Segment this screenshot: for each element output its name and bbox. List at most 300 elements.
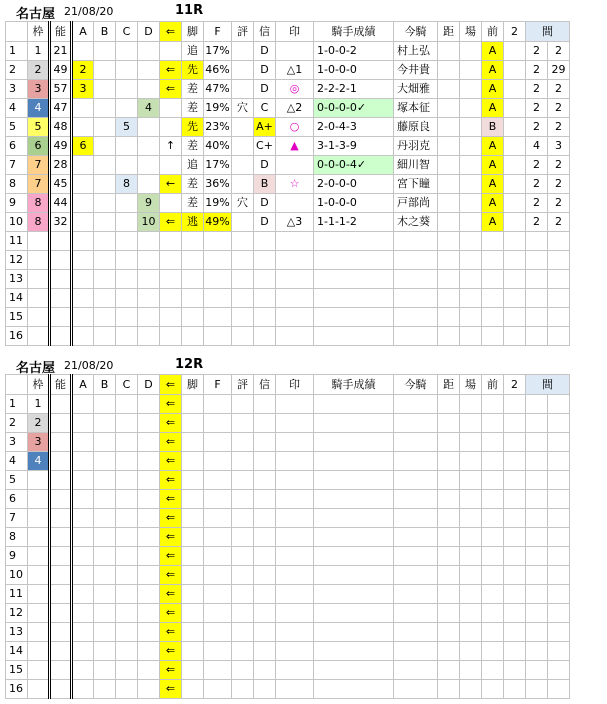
mae-cell[interactable] bbox=[482, 490, 504, 509]
kyori-cell[interactable] bbox=[438, 471, 460, 490]
d-cell[interactable] bbox=[138, 547, 160, 566]
kyori-cell[interactable] bbox=[438, 452, 460, 471]
shirushi-cell[interactable] bbox=[276, 395, 314, 414]
kishu-cell[interactable] bbox=[314, 395, 394, 414]
ba-cell[interactable] bbox=[460, 99, 482, 118]
shirushi-cell[interactable] bbox=[276, 433, 314, 452]
n2-cell[interactable] bbox=[504, 137, 526, 156]
n2-cell[interactable] bbox=[504, 327, 526, 346]
shin-cell[interactable] bbox=[254, 251, 276, 270]
arrow-cell[interactable]: ⇐ bbox=[160, 471, 182, 490]
kan2-cell[interactable]: 2 bbox=[548, 118, 570, 137]
hyo-cell[interactable] bbox=[232, 175, 254, 194]
kan2-cell[interactable]: 2 bbox=[548, 99, 570, 118]
ba-cell[interactable] bbox=[460, 156, 482, 175]
d-cell[interactable] bbox=[138, 80, 160, 99]
mae-cell[interactable] bbox=[482, 232, 504, 251]
n2-cell[interactable] bbox=[504, 585, 526, 604]
c-cell[interactable] bbox=[116, 80, 138, 99]
mae-cell[interactable] bbox=[482, 680, 504, 699]
b-cell[interactable] bbox=[94, 61, 116, 80]
kan1-cell[interactable]: 2 bbox=[526, 156, 548, 175]
c-cell[interactable] bbox=[116, 213, 138, 232]
kishu-cell[interactable]: 1-0-0-0 bbox=[314, 61, 394, 80]
kan1-cell[interactable]: 2 bbox=[526, 118, 548, 137]
waku-cell[interactable]: 7 bbox=[28, 156, 50, 175]
f-cell[interactable]: 47% bbox=[204, 80, 232, 99]
f-cell[interactable] bbox=[204, 395, 232, 414]
kyori-cell[interactable] bbox=[438, 528, 460, 547]
d-cell[interactable] bbox=[138, 604, 160, 623]
ba-cell[interactable] bbox=[460, 232, 482, 251]
shin-cell[interactable]: B bbox=[254, 175, 276, 194]
d-cell[interactable] bbox=[138, 395, 160, 414]
kan2-cell[interactable]: 2 bbox=[548, 213, 570, 232]
nou-cell[interactable] bbox=[50, 251, 72, 270]
arrow-cell[interactable]: ⇐ bbox=[160, 452, 182, 471]
a-cell[interactable] bbox=[72, 680, 94, 699]
kishu-cell[interactable] bbox=[314, 509, 394, 528]
konki-cell[interactable]: 村上弘 bbox=[394, 42, 438, 61]
d-cell[interactable] bbox=[138, 471, 160, 490]
waku-cell[interactable]: 8 bbox=[28, 213, 50, 232]
hyo-cell[interactable] bbox=[232, 213, 254, 232]
shirushi-cell[interactable] bbox=[276, 642, 314, 661]
kyori-cell[interactable] bbox=[438, 680, 460, 699]
d-cell[interactable] bbox=[138, 308, 160, 327]
f-cell[interactable] bbox=[204, 566, 232, 585]
shin-cell[interactable] bbox=[254, 232, 276, 251]
shin-cell[interactable] bbox=[254, 327, 276, 346]
mae-cell[interactable] bbox=[482, 251, 504, 270]
arrow-cell[interactable]: ⇐ bbox=[160, 395, 182, 414]
b-cell[interactable] bbox=[94, 42, 116, 61]
n2-cell[interactable] bbox=[504, 509, 526, 528]
b-cell[interactable] bbox=[94, 452, 116, 471]
shirushi-cell[interactable] bbox=[276, 289, 314, 308]
hyo-cell[interactable] bbox=[232, 566, 254, 585]
hyo-cell[interactable] bbox=[232, 452, 254, 471]
d-cell[interactable] bbox=[138, 270, 160, 289]
kan1-cell[interactable] bbox=[526, 623, 548, 642]
kishu-cell[interactable]: 3-1-3-9 bbox=[314, 137, 394, 156]
ba-cell[interactable] bbox=[460, 175, 482, 194]
kishu-cell[interactable] bbox=[314, 490, 394, 509]
shirushi-cell[interactable] bbox=[276, 680, 314, 699]
d-cell[interactable] bbox=[138, 61, 160, 80]
hyo-cell[interactable] bbox=[232, 680, 254, 699]
shirushi-cell[interactable] bbox=[276, 604, 314, 623]
kyaku-cell[interactable]: 差 bbox=[182, 99, 204, 118]
kyori-cell[interactable] bbox=[438, 232, 460, 251]
shirushi-cell[interactable]: △3 bbox=[276, 213, 314, 232]
f-cell[interactable] bbox=[204, 642, 232, 661]
ba-cell[interactable] bbox=[460, 194, 482, 213]
kishu-cell[interactable] bbox=[314, 528, 394, 547]
ba-cell[interactable] bbox=[460, 118, 482, 137]
d-cell[interactable] bbox=[138, 566, 160, 585]
kishu-cell[interactable] bbox=[314, 414, 394, 433]
ba-cell[interactable] bbox=[460, 585, 482, 604]
shin-cell[interactable] bbox=[254, 566, 276, 585]
kyaku-cell[interactable] bbox=[182, 490, 204, 509]
arrow-cell[interactable] bbox=[160, 99, 182, 118]
waku-cell[interactable] bbox=[28, 661, 50, 680]
kan1-cell[interactable] bbox=[526, 642, 548, 661]
ba-cell[interactable] bbox=[460, 42, 482, 61]
hyo-cell[interactable] bbox=[232, 604, 254, 623]
n2-cell[interactable] bbox=[504, 156, 526, 175]
c-cell[interactable] bbox=[116, 327, 138, 346]
d-cell[interactable] bbox=[138, 137, 160, 156]
arrow-cell[interactable] bbox=[160, 194, 182, 213]
a-cell[interactable] bbox=[72, 452, 94, 471]
waku-cell[interactable] bbox=[28, 680, 50, 699]
n2-cell[interactable] bbox=[504, 642, 526, 661]
hyo-cell[interactable] bbox=[232, 289, 254, 308]
hyo-cell[interactable] bbox=[232, 308, 254, 327]
kyori-cell[interactable] bbox=[438, 327, 460, 346]
c-cell[interactable] bbox=[116, 395, 138, 414]
shin-cell[interactable] bbox=[254, 623, 276, 642]
arrow-cell[interactable]: ← bbox=[160, 175, 182, 194]
kan1-cell[interactable] bbox=[526, 414, 548, 433]
waku-cell[interactable]: 6 bbox=[28, 137, 50, 156]
kyori-cell[interactable] bbox=[438, 414, 460, 433]
waku-cell[interactable] bbox=[28, 270, 50, 289]
d-cell[interactable] bbox=[138, 414, 160, 433]
f-cell[interactable]: 17% bbox=[204, 156, 232, 175]
shin-cell[interactable] bbox=[254, 547, 276, 566]
b-cell[interactable] bbox=[94, 156, 116, 175]
n2-cell[interactable] bbox=[504, 433, 526, 452]
kishu-cell[interactable] bbox=[314, 452, 394, 471]
kan2-cell[interactable] bbox=[548, 251, 570, 270]
ba-cell[interactable] bbox=[460, 80, 482, 99]
kan2-cell[interactable]: 29 bbox=[548, 61, 570, 80]
kyaku-cell[interactable] bbox=[182, 414, 204, 433]
arrow-cell[interactable]: ⇐ bbox=[160, 661, 182, 680]
c-cell[interactable] bbox=[116, 194, 138, 213]
nou-cell[interactable] bbox=[50, 661, 72, 680]
hyo-cell[interactable]: 穴 bbox=[232, 194, 254, 213]
n2-cell[interactable] bbox=[504, 604, 526, 623]
n2-cell[interactable] bbox=[504, 547, 526, 566]
waku-cell[interactable] bbox=[28, 528, 50, 547]
kan1-cell[interactable]: 2 bbox=[526, 61, 548, 80]
kyaku-cell[interactable] bbox=[182, 547, 204, 566]
n2-cell[interactable] bbox=[504, 661, 526, 680]
n2-cell[interactable] bbox=[504, 289, 526, 308]
mae-cell[interactable]: A bbox=[482, 175, 504, 194]
kyori-cell[interactable] bbox=[438, 213, 460, 232]
shin-cell[interactable] bbox=[254, 270, 276, 289]
a-cell[interactable] bbox=[72, 395, 94, 414]
c-cell[interactable] bbox=[116, 585, 138, 604]
nou-cell[interactable] bbox=[50, 490, 72, 509]
kishu-cell[interactable] bbox=[314, 251, 394, 270]
waku-cell[interactable] bbox=[28, 289, 50, 308]
kyori-cell[interactable] bbox=[438, 509, 460, 528]
kyori-cell[interactable] bbox=[438, 490, 460, 509]
kan1-cell[interactable] bbox=[526, 433, 548, 452]
d-cell[interactable] bbox=[138, 528, 160, 547]
b-cell[interactable] bbox=[94, 471, 116, 490]
a-cell[interactable] bbox=[72, 528, 94, 547]
arrow-cell[interactable] bbox=[160, 289, 182, 308]
hyo-cell[interactable] bbox=[232, 270, 254, 289]
mae-cell[interactable] bbox=[482, 414, 504, 433]
b-cell[interactable] bbox=[94, 604, 116, 623]
konki-cell[interactable] bbox=[394, 547, 438, 566]
ba-cell[interactable] bbox=[460, 547, 482, 566]
n2-cell[interactable] bbox=[504, 175, 526, 194]
ba-cell[interactable] bbox=[460, 604, 482, 623]
b-cell[interactable] bbox=[94, 623, 116, 642]
kyori-cell[interactable] bbox=[438, 395, 460, 414]
shirushi-cell[interactable]: △1 bbox=[276, 61, 314, 80]
ba-cell[interactable] bbox=[460, 61, 482, 80]
konki-cell[interactable] bbox=[394, 289, 438, 308]
shirushi-cell[interactable]: ▲ bbox=[276, 137, 314, 156]
f-cell[interactable] bbox=[204, 585, 232, 604]
f-cell[interactable] bbox=[204, 327, 232, 346]
kyori-cell[interactable] bbox=[438, 433, 460, 452]
c-cell[interactable] bbox=[116, 99, 138, 118]
arrow-cell[interactable]: ⇐ bbox=[160, 585, 182, 604]
kan1-cell[interactable] bbox=[526, 585, 548, 604]
konki-cell[interactable] bbox=[394, 604, 438, 623]
kishu-cell[interactable] bbox=[314, 604, 394, 623]
arrow-cell[interactable] bbox=[160, 251, 182, 270]
kan1-cell[interactable] bbox=[526, 327, 548, 346]
arrow-cell[interactable]: ⇐ bbox=[160, 566, 182, 585]
n2-cell[interactable] bbox=[504, 566, 526, 585]
hyo-cell[interactable] bbox=[232, 433, 254, 452]
kishu-cell[interactable] bbox=[314, 585, 394, 604]
kan1-cell[interactable]: 4 bbox=[526, 137, 548, 156]
waku-cell[interactable] bbox=[28, 566, 50, 585]
hyo-cell[interactable] bbox=[232, 395, 254, 414]
f-cell[interactable]: 36% bbox=[204, 175, 232, 194]
f-cell[interactable] bbox=[204, 471, 232, 490]
d-cell[interactable] bbox=[138, 452, 160, 471]
n2-cell[interactable] bbox=[504, 528, 526, 547]
kyaku-cell[interactable] bbox=[182, 471, 204, 490]
d-cell[interactable]: 9 bbox=[138, 194, 160, 213]
n2-cell[interactable] bbox=[504, 42, 526, 61]
waku-cell[interactable]: 5 bbox=[28, 118, 50, 137]
kyaku-cell[interactable] bbox=[182, 623, 204, 642]
kyori-cell[interactable] bbox=[438, 547, 460, 566]
n2-cell[interactable] bbox=[504, 452, 526, 471]
c-cell[interactable] bbox=[116, 308, 138, 327]
arrow-cell[interactable] bbox=[160, 308, 182, 327]
arrow-cell[interactable]: ⇐ bbox=[160, 623, 182, 642]
ba-cell[interactable] bbox=[460, 395, 482, 414]
nou-cell[interactable] bbox=[50, 509, 72, 528]
waku-cell[interactable] bbox=[28, 604, 50, 623]
kyaku-cell[interactable] bbox=[182, 661, 204, 680]
a-cell[interactable] bbox=[72, 118, 94, 137]
shirushi-cell[interactable]: ○ bbox=[276, 118, 314, 137]
mae-cell[interactable]: B bbox=[482, 118, 504, 137]
shin-cell[interactable] bbox=[254, 528, 276, 547]
kan2-cell[interactable] bbox=[548, 327, 570, 346]
b-cell[interactable] bbox=[94, 289, 116, 308]
waku-cell[interactable] bbox=[28, 623, 50, 642]
kan2-cell[interactable] bbox=[548, 395, 570, 414]
shin-cell[interactable]: D bbox=[254, 213, 276, 232]
c-cell[interactable] bbox=[116, 251, 138, 270]
ba-cell[interactable] bbox=[460, 270, 482, 289]
mae-cell[interactable]: A bbox=[482, 137, 504, 156]
shin-cell[interactable] bbox=[254, 509, 276, 528]
kan1-cell[interactable] bbox=[526, 232, 548, 251]
konki-cell[interactable] bbox=[394, 528, 438, 547]
kishu-cell[interactable]: 1-1-1-2 bbox=[314, 213, 394, 232]
waku-cell[interactable]: 2 bbox=[28, 61, 50, 80]
b-cell[interactable] bbox=[94, 566, 116, 585]
waku-cell[interactable] bbox=[28, 251, 50, 270]
f-cell[interactable] bbox=[204, 433, 232, 452]
mae-cell[interactable]: A bbox=[482, 99, 504, 118]
konki-cell[interactable] bbox=[394, 251, 438, 270]
c-cell[interactable] bbox=[116, 156, 138, 175]
mae-cell[interactable] bbox=[482, 623, 504, 642]
c-cell[interactable] bbox=[116, 566, 138, 585]
f-cell[interactable] bbox=[204, 547, 232, 566]
n2-cell[interactable] bbox=[504, 251, 526, 270]
c-cell[interactable] bbox=[116, 232, 138, 251]
d-cell[interactable] bbox=[138, 232, 160, 251]
kan1-cell[interactable] bbox=[526, 289, 548, 308]
kyori-cell[interactable] bbox=[438, 308, 460, 327]
konki-cell[interactable]: 藤原良 bbox=[394, 118, 438, 137]
kyori-cell[interactable] bbox=[438, 175, 460, 194]
mae-cell[interactable] bbox=[482, 395, 504, 414]
kan1-cell[interactable]: 2 bbox=[526, 194, 548, 213]
f-cell[interactable] bbox=[204, 509, 232, 528]
kyaku-cell[interactable] bbox=[182, 327, 204, 346]
kishu-cell[interactable] bbox=[314, 642, 394, 661]
hyo-cell[interactable] bbox=[232, 80, 254, 99]
arrow-cell[interactable]: ⇐ bbox=[160, 547, 182, 566]
ba-cell[interactable] bbox=[460, 289, 482, 308]
c-cell[interactable] bbox=[116, 289, 138, 308]
arrow-cell[interactable]: ⇐ bbox=[160, 528, 182, 547]
a-cell[interactable]: 3 bbox=[72, 80, 94, 99]
konki-cell[interactable] bbox=[394, 414, 438, 433]
a-cell[interactable] bbox=[72, 99, 94, 118]
kyori-cell[interactable] bbox=[438, 289, 460, 308]
shirushi-cell[interactable] bbox=[276, 623, 314, 642]
shirushi-cell[interactable]: ◎ bbox=[276, 80, 314, 99]
f-cell[interactable]: 40% bbox=[204, 137, 232, 156]
kan2-cell[interactable] bbox=[548, 623, 570, 642]
konki-cell[interactable] bbox=[394, 327, 438, 346]
f-cell[interactable] bbox=[204, 623, 232, 642]
arrow-cell[interactable]: ⇐ bbox=[160, 642, 182, 661]
nou-cell[interactable] bbox=[50, 232, 72, 251]
hyo-cell[interactable] bbox=[232, 490, 254, 509]
konki-cell[interactable] bbox=[394, 623, 438, 642]
d-cell[interactable] bbox=[138, 118, 160, 137]
ba-cell[interactable] bbox=[460, 414, 482, 433]
kyaku-cell[interactable] bbox=[182, 566, 204, 585]
waku-cell[interactable] bbox=[28, 585, 50, 604]
nou-cell[interactable]: 49 bbox=[50, 137, 72, 156]
b-cell[interactable] bbox=[94, 433, 116, 452]
d-cell[interactable] bbox=[138, 680, 160, 699]
nou-cell[interactable] bbox=[50, 585, 72, 604]
mae-cell[interactable] bbox=[482, 509, 504, 528]
kyaku-cell[interactable]: 差 bbox=[182, 175, 204, 194]
kan1-cell[interactable] bbox=[526, 680, 548, 699]
arrow-cell[interactable]: ⇐ bbox=[160, 509, 182, 528]
d-cell[interactable] bbox=[138, 623, 160, 642]
kyori-cell[interactable] bbox=[438, 661, 460, 680]
a-cell[interactable]: 6 bbox=[72, 137, 94, 156]
mae-cell[interactable] bbox=[482, 270, 504, 289]
konki-cell[interactable] bbox=[394, 308, 438, 327]
kan2-cell[interactable] bbox=[548, 566, 570, 585]
kan2-cell[interactable] bbox=[548, 528, 570, 547]
kyaku-cell[interactable] bbox=[182, 528, 204, 547]
nou-cell[interactable] bbox=[50, 289, 72, 308]
kan2-cell[interactable] bbox=[548, 509, 570, 528]
kan1-cell[interactable] bbox=[526, 661, 548, 680]
ba-cell[interactable] bbox=[460, 213, 482, 232]
kyaku-cell[interactable]: 先 bbox=[182, 118, 204, 137]
kan1-cell[interactable] bbox=[526, 308, 548, 327]
kishu-cell[interactable]: 0-0-0-4✓ bbox=[314, 156, 394, 175]
kan1-cell[interactable]: 2 bbox=[526, 213, 548, 232]
d-cell[interactable]: 4 bbox=[138, 99, 160, 118]
b-cell[interactable] bbox=[94, 509, 116, 528]
kyori-cell[interactable] bbox=[438, 623, 460, 642]
shin-cell[interactable] bbox=[254, 414, 276, 433]
kishu-cell[interactable]: 2-0-0-0 bbox=[314, 175, 394, 194]
f-cell[interactable] bbox=[204, 661, 232, 680]
b-cell[interactable] bbox=[94, 213, 116, 232]
hyo-cell[interactable] bbox=[232, 642, 254, 661]
shin-cell[interactable]: D bbox=[254, 42, 276, 61]
nou-cell[interactable] bbox=[50, 604, 72, 623]
f-cell[interactable] bbox=[204, 289, 232, 308]
kishu-cell[interactable]: 2-0-4-3 bbox=[314, 118, 394, 137]
ba-cell[interactable] bbox=[460, 308, 482, 327]
shin-cell[interactable]: D bbox=[254, 61, 276, 80]
mae-cell[interactable] bbox=[482, 433, 504, 452]
a-cell[interactable] bbox=[72, 194, 94, 213]
a-cell[interactable] bbox=[72, 251, 94, 270]
kishu-cell[interactable] bbox=[314, 327, 394, 346]
ba-cell[interactable] bbox=[460, 509, 482, 528]
f-cell[interactable]: 23% bbox=[204, 118, 232, 137]
arrow-cell[interactable]: ⇐ bbox=[160, 680, 182, 699]
kyaku-cell[interactable]: 先 bbox=[182, 61, 204, 80]
f-cell[interactable] bbox=[204, 528, 232, 547]
b-cell[interactable] bbox=[94, 308, 116, 327]
b-cell[interactable] bbox=[94, 175, 116, 194]
n2-cell[interactable] bbox=[504, 471, 526, 490]
waku-cell[interactable] bbox=[28, 232, 50, 251]
shirushi-cell[interactable] bbox=[276, 509, 314, 528]
c-cell[interactable] bbox=[116, 490, 138, 509]
b-cell[interactable] bbox=[94, 585, 116, 604]
a-cell[interactable] bbox=[72, 270, 94, 289]
